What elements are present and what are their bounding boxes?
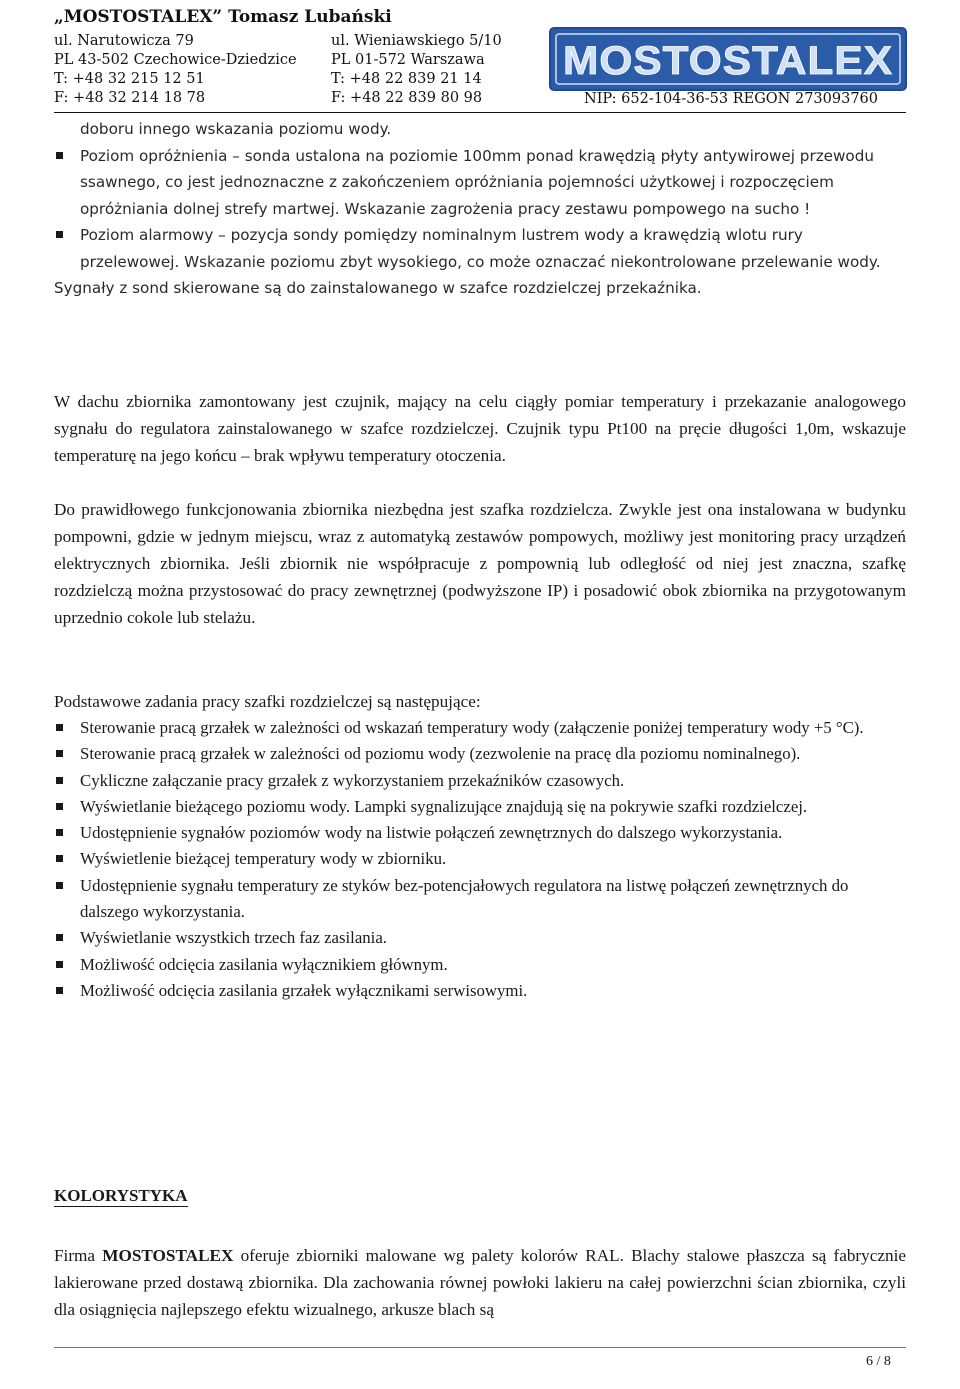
square-bullet-icon [56, 829, 63, 836]
right-street: ul. Wieniawskiego 5/10 [331, 33, 502, 49]
list-item [54, 925, 906, 951]
square-bullet-icon [56, 750, 63, 757]
tasks-list [54, 715, 906, 1004]
square-bullet-icon [56, 987, 63, 994]
logo-text: MOSTOSTALEX [563, 39, 893, 83]
left-street: ul. Narutowicza 79 [54, 33, 194, 49]
square-bullet-icon [56, 803, 63, 810]
list-item [54, 846, 906, 872]
list-item-text: Wyświetlanie bieżącego poziomu wody. Lampki sygnalizujące znajdują się na pokrywie szafki rozdzielczej. [80, 796, 808, 816]
right-fax: F: +48 22 839 80 98 [331, 90, 483, 106]
color-para-before: Firma [54, 1246, 103, 1265]
tasks-section [54, 688, 906, 1004]
list-item-text: Wyświetlanie wszystkich trzech faz zasilania. [80, 928, 387, 948]
list-item-text: Możliwość odcięcia zasilania grzałek wyłącznikami serwisowymi. [80, 980, 528, 1000]
list-item [54, 741, 906, 767]
list-item-text: Udostępnienie sygnałów poziomów wody na listwie połączeń zewnętrznych do dalszego wykorzystania. [80, 823, 783, 843]
list-item-text: Możliwość odcięcia zasilania wyłącznikiem głównym. [80, 954, 448, 974]
page-number: 6 / 8 [866, 1354, 891, 1369]
square-bullet-icon [56, 152, 63, 159]
list-item [54, 873, 906, 926]
list-item [54, 978, 906, 1004]
right-city: PL 01-572 Warszawa [331, 52, 485, 68]
tasks-intro: Podstawowe zadania pracy szafki rozdzielczej są następujące: [54, 692, 481, 711]
square-bullet-icon [56, 882, 63, 889]
list-item [54, 143, 906, 223]
list-item [54, 222, 906, 275]
nip-regon: NIP: 652-104-36-53 REGON 273093760 [584, 91, 879, 107]
list-item [54, 715, 906, 741]
square-bullet-icon [56, 961, 63, 968]
left-fax: F: +48 32 214 18 78 [54, 90, 206, 106]
right-phone: T: +48 22 839 21 14 [331, 71, 482, 87]
square-bullet-icon [56, 934, 63, 941]
sensor-paragraph: W dachu zbiornika zamontowany jest czujnik, mający na celu ciągły pomiar temperatury i przekazanie analogowego sygnału do regulatora zainstalowanego w szafce rozdzielczej. Czujnik typu Pt100 na pręcie długości 1,0m, wskazuje temperaturę na jego końcu – brak wpływu temperatury otoczenia. [54, 392, 906, 465]
list-item [54, 952, 906, 978]
section-heading [54, 1186, 188, 1206]
header-divider [54, 112, 906, 113]
company-name: „MOSTOSTALEX” Tomasz Lubański [54, 7, 392, 27]
mostostalex-logo [548, 22, 908, 100]
list-item [54, 820, 906, 846]
square-bullet-icon [56, 777, 63, 784]
cabinet-paragraph: Do prawidłowego funkcjonowania zbiornika niezbędna jest szafka rozdzielcza. Zwykle jest ona instalowana w budynku pompowni, gdzie w jednym miejscu, wraz z automatyką zestawów pompowych, możliwy jest monitoring pracy urządzeń elektrycznych zbiornika. Jeśli zbiornik nie współpracuje z pompownią lub odległość od niej jest znaczna, szafkę rozdzielczą można przystosować do pracy zewnętrznej (podwyższone IP) i posadowić obok zbiornika na przygotowanym uprzednio cokole lub stelażu. [54, 500, 906, 627]
list-item-text: Wyświetlenie bieżącej temperatury wody w zbiorniku. [80, 849, 447, 869]
list-item-text: Poziom opróżnienia – sonda ustalona na poziomie 100mm ponad krawędzią płyty antywirowej przewodu ssawnego, co jest jednoznaczne z zakończeniem opróżniania pojemności użytkowej i rozpoczęciem opróżniania dolnej strefy martwej. Wskazanie zagrożenia pracy zestawu pompowego na sucho ! [80, 146, 874, 218]
list-item [54, 794, 906, 820]
footer-divider [54, 1347, 906, 1348]
level-list [54, 143, 906, 276]
signals-note: Sygnały z sond skierowane są do zainstalowanego w szafce rozdzielczej przekaźnika. [54, 279, 702, 297]
list-item-text: Sterowanie pracą grzałek w zależności od poziomu wody (zezwolenie na pracę dla poziomu nominalnego). [80, 744, 801, 764]
list-item [54, 768, 906, 794]
square-bullet-icon [56, 231, 63, 238]
color-para-after: oferuje zbiorniki malowane wg palety kolorów RAL. Blachy stalowe płaszcza są fabrycznie lakierowane przed dostawą zbiornika. Dla zachowania równej powłoki lakieru na całej powierzchni ścian zbiornika, czyli dla osiągnięcia najlepszego efektu wizualnego, arkusze blach są [54, 1246, 906, 1319]
section-heading-text: KOLORYSTYKA [54, 1186, 188, 1205]
list-item-text: Udostępnienie sygnału temperatury ze styków bez-potencjałowych regulatora na listwę połączeń zewnętrznych do dalszego wykorzystania. [80, 875, 849, 922]
square-bullet-icon [56, 724, 63, 731]
list-item-text: Poziom alarmowy – pozycja sondy pomiędzy nominalnym lustrem wody a krawędzią wlotu rury przelewowej. Wskazanie poziomu zbyt wysokiego, co może oznaczać niekontrolowane przelewanie wody. [80, 226, 881, 271]
brand-name: MOSTOSTALEX [102, 1246, 234, 1265]
left-phone: T: +48 32 215 12 51 [54, 71, 205, 87]
left-city: PL 43-502 Czechowice-Dziedzice [54, 52, 297, 68]
continuation-text: doboru innego wskazania poziomu wody. [80, 120, 392, 138]
color-paragraph [54, 1242, 906, 1323]
list-item-text: Sterowanie pracą grzałek w zależności od wskazań temperatury wody (załączenie poniżej temperatury wody +5 °C). [80, 718, 864, 737]
level-section [54, 116, 906, 302]
square-bullet-icon [56, 855, 63, 862]
list-item-text: Cykliczne załączanie pracy grzałek z wykorzystaniem przekaźników czasowych. [80, 770, 625, 790]
